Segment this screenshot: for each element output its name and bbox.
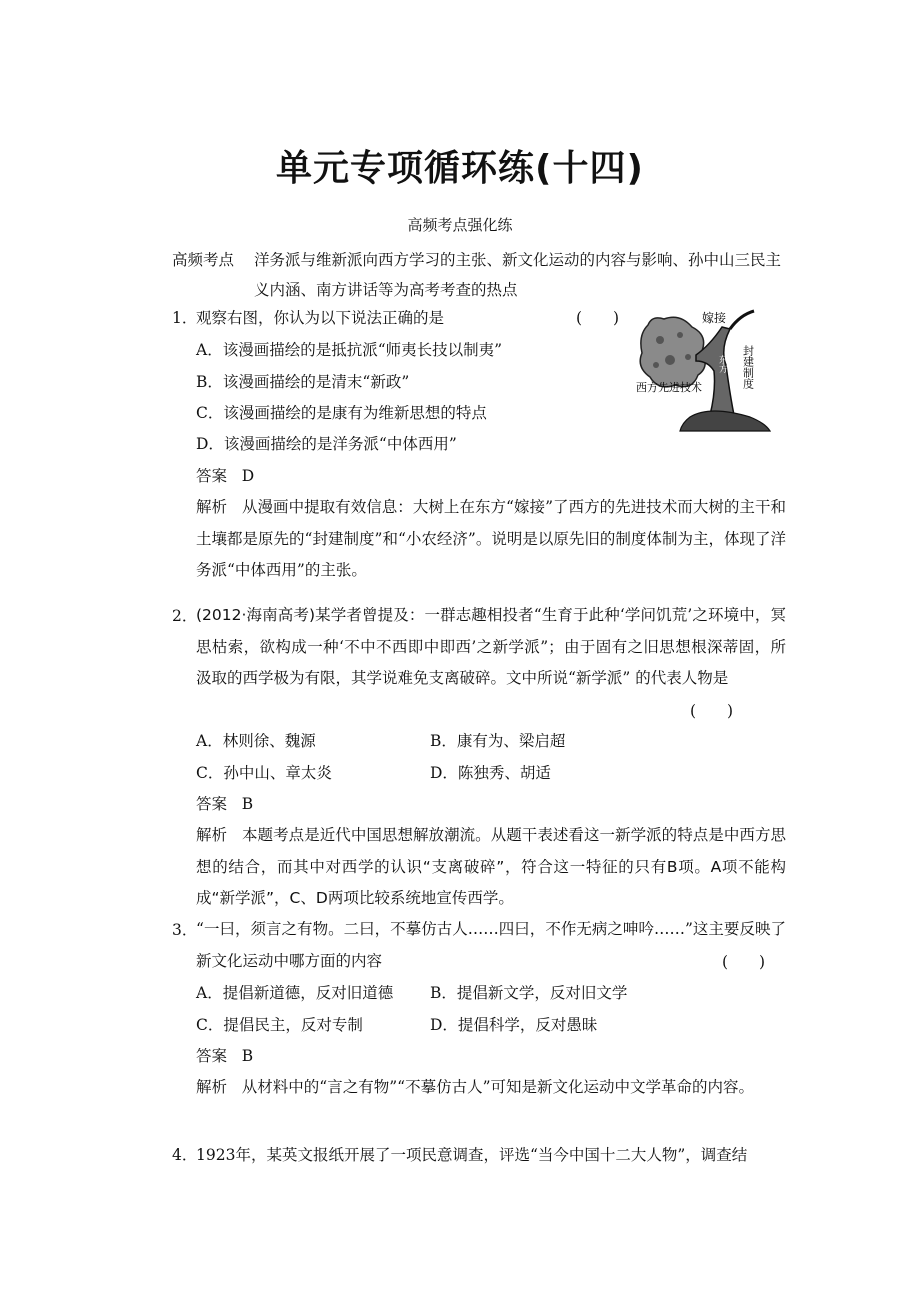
- key-points-label: 高频考点: [172, 251, 235, 269]
- q1-number: 1．: [172, 309, 198, 327]
- q2-analysis-text: 本题考点是近代中国思想解放潮流。从题干表述看这一新学派的特点是中西方思想的结合，而其中对西学的认识“支离破碎”，符合这一特征的只有B项。A项不能构成“新学派”，C、D两项比较系统地宣传西学。: [196, 826, 786, 907]
- q1-answer-label: 答案: [196, 467, 228, 485]
- q3-analysis: [196, 1072, 786, 1104]
- q2-analysis: [196, 820, 786, 915]
- cartoon-label-graft: 嫁接: [702, 311, 727, 325]
- q2-analysis-label: 解析: [196, 826, 228, 844]
- q2-answer-value: B: [241, 795, 254, 813]
- tree-canopy-icon: [640, 317, 705, 387]
- q3-option-b: B．提倡新文学，反对旧文学: [430, 984, 628, 1002]
- cartoon-label-system: 封建制度: [741, 345, 755, 389]
- q1-analysis-text: 从漫画中提取有效信息：大树上在东方“嫁接”了西方的先进技术而大树的主干和土壤都是原先的“封建制度”和“小农经济”。说明是以原先旧的制度体制为主，体现了洋务派“中体西用”的主张。: [196, 498, 786, 579]
- q1-stem: 观察右图，你认为以下说法正确的是: [196, 309, 445, 327]
- cartoon-label-west: 西方先进技术: [636, 381, 702, 394]
- q2-stem-text: 某学者曾提及：一群志趣相投者“生育于此种‘学问饥荒’之环境中，冥思枯索，欲构成一种‘不中不西即中即西’之新学派”；由于固有之旧思想根深蒂固，所汲取的西学极为有限，其学说难免支离破碎。文中所说“新学派” 的代表人物是: [196, 606, 787, 687]
- q2-source: (2012·海南高考): [196, 606, 316, 624]
- q1-option-c: C．该漫画描绘的是康有为维新思想的特点: [196, 404, 487, 422]
- q3-answer-blank: ( ): [722, 953, 766, 971]
- q1-answer: [196, 466, 254, 486]
- q2-answer: [196, 794, 253, 814]
- q3-analysis-label: 解析: [196, 1078, 228, 1096]
- q3-answer: [196, 1046, 253, 1066]
- q2-option-b: B．康有为、梁启超: [430, 732, 566, 750]
- q2-answer-label: 答案: [196, 795, 228, 813]
- tree-cartoon: [630, 305, 785, 440]
- q2-option-d: D．陈独秀、胡适: [430, 764, 551, 782]
- section-subtitle: 高频考点强化练: [407, 216, 513, 234]
- q4-number: 4．: [172, 1146, 198, 1164]
- q3-option-c: C．提倡民主，反对专制: [196, 1016, 363, 1034]
- key-points-text: 洋务派与维新派向西方学习的主张、新文化运动的内容与影响、孙中山三民主义内涵、南方讲话等为高考考查的热点: [254, 251, 782, 299]
- q1-analysis-label: 解析: [196, 498, 228, 516]
- page-title: 单元专项循环练(十四): [276, 148, 644, 189]
- key-points: [172, 245, 782, 305]
- q2-option-c: C．孙中山、章太炎: [196, 764, 332, 782]
- q3-stem: “一曰，须言之有物。二曰，不摹仿古人……四曰，不作无病之呻吟……”这主要反映了新文化运动中哪方面的内容: [196, 920, 786, 970]
- q1-answer-blank: ( ): [576, 309, 620, 327]
- q1-option-b: B．该漫画描绘的是清末“新政”: [196, 373, 410, 391]
- q3-number: 3．: [172, 921, 198, 939]
- q1-analysis: [196, 492, 786, 587]
- q1-option-d: D．该漫画描绘的是洋务派“中体西用”: [196, 435, 457, 453]
- q3-option-a: A．提倡新道德，反对旧道德: [196, 984, 394, 1002]
- q3-answer-value: B: [241, 1047, 254, 1065]
- q3-answer-label: 答案: [196, 1047, 228, 1065]
- q2-option-a: A．林则徐、魏源: [196, 732, 316, 750]
- cartoon-label-east: 东方: [717, 355, 727, 373]
- q1-answer-value: D: [241, 467, 255, 485]
- q1-option-a: A．该漫画描绘的是抵抗派“师夷长技以制夷”: [196, 341, 503, 359]
- q4-stem: 1923年，某英文报纸开展了一项民意调查，评选“当今中国十二大人物”，调查结: [196, 1146, 748, 1164]
- q2-answer-blank: ( ): [690, 702, 734, 720]
- q3-option-d: D．提倡科学，反对愚昧: [430, 1016, 598, 1034]
- q2-stem: [196, 600, 786, 695]
- q2-number: 2．: [172, 607, 198, 625]
- q3-analysis-text: 从材料中的“言之有物”“不摹仿古人”可知是新文化运动中文学革命的内容。: [241, 1078, 754, 1096]
